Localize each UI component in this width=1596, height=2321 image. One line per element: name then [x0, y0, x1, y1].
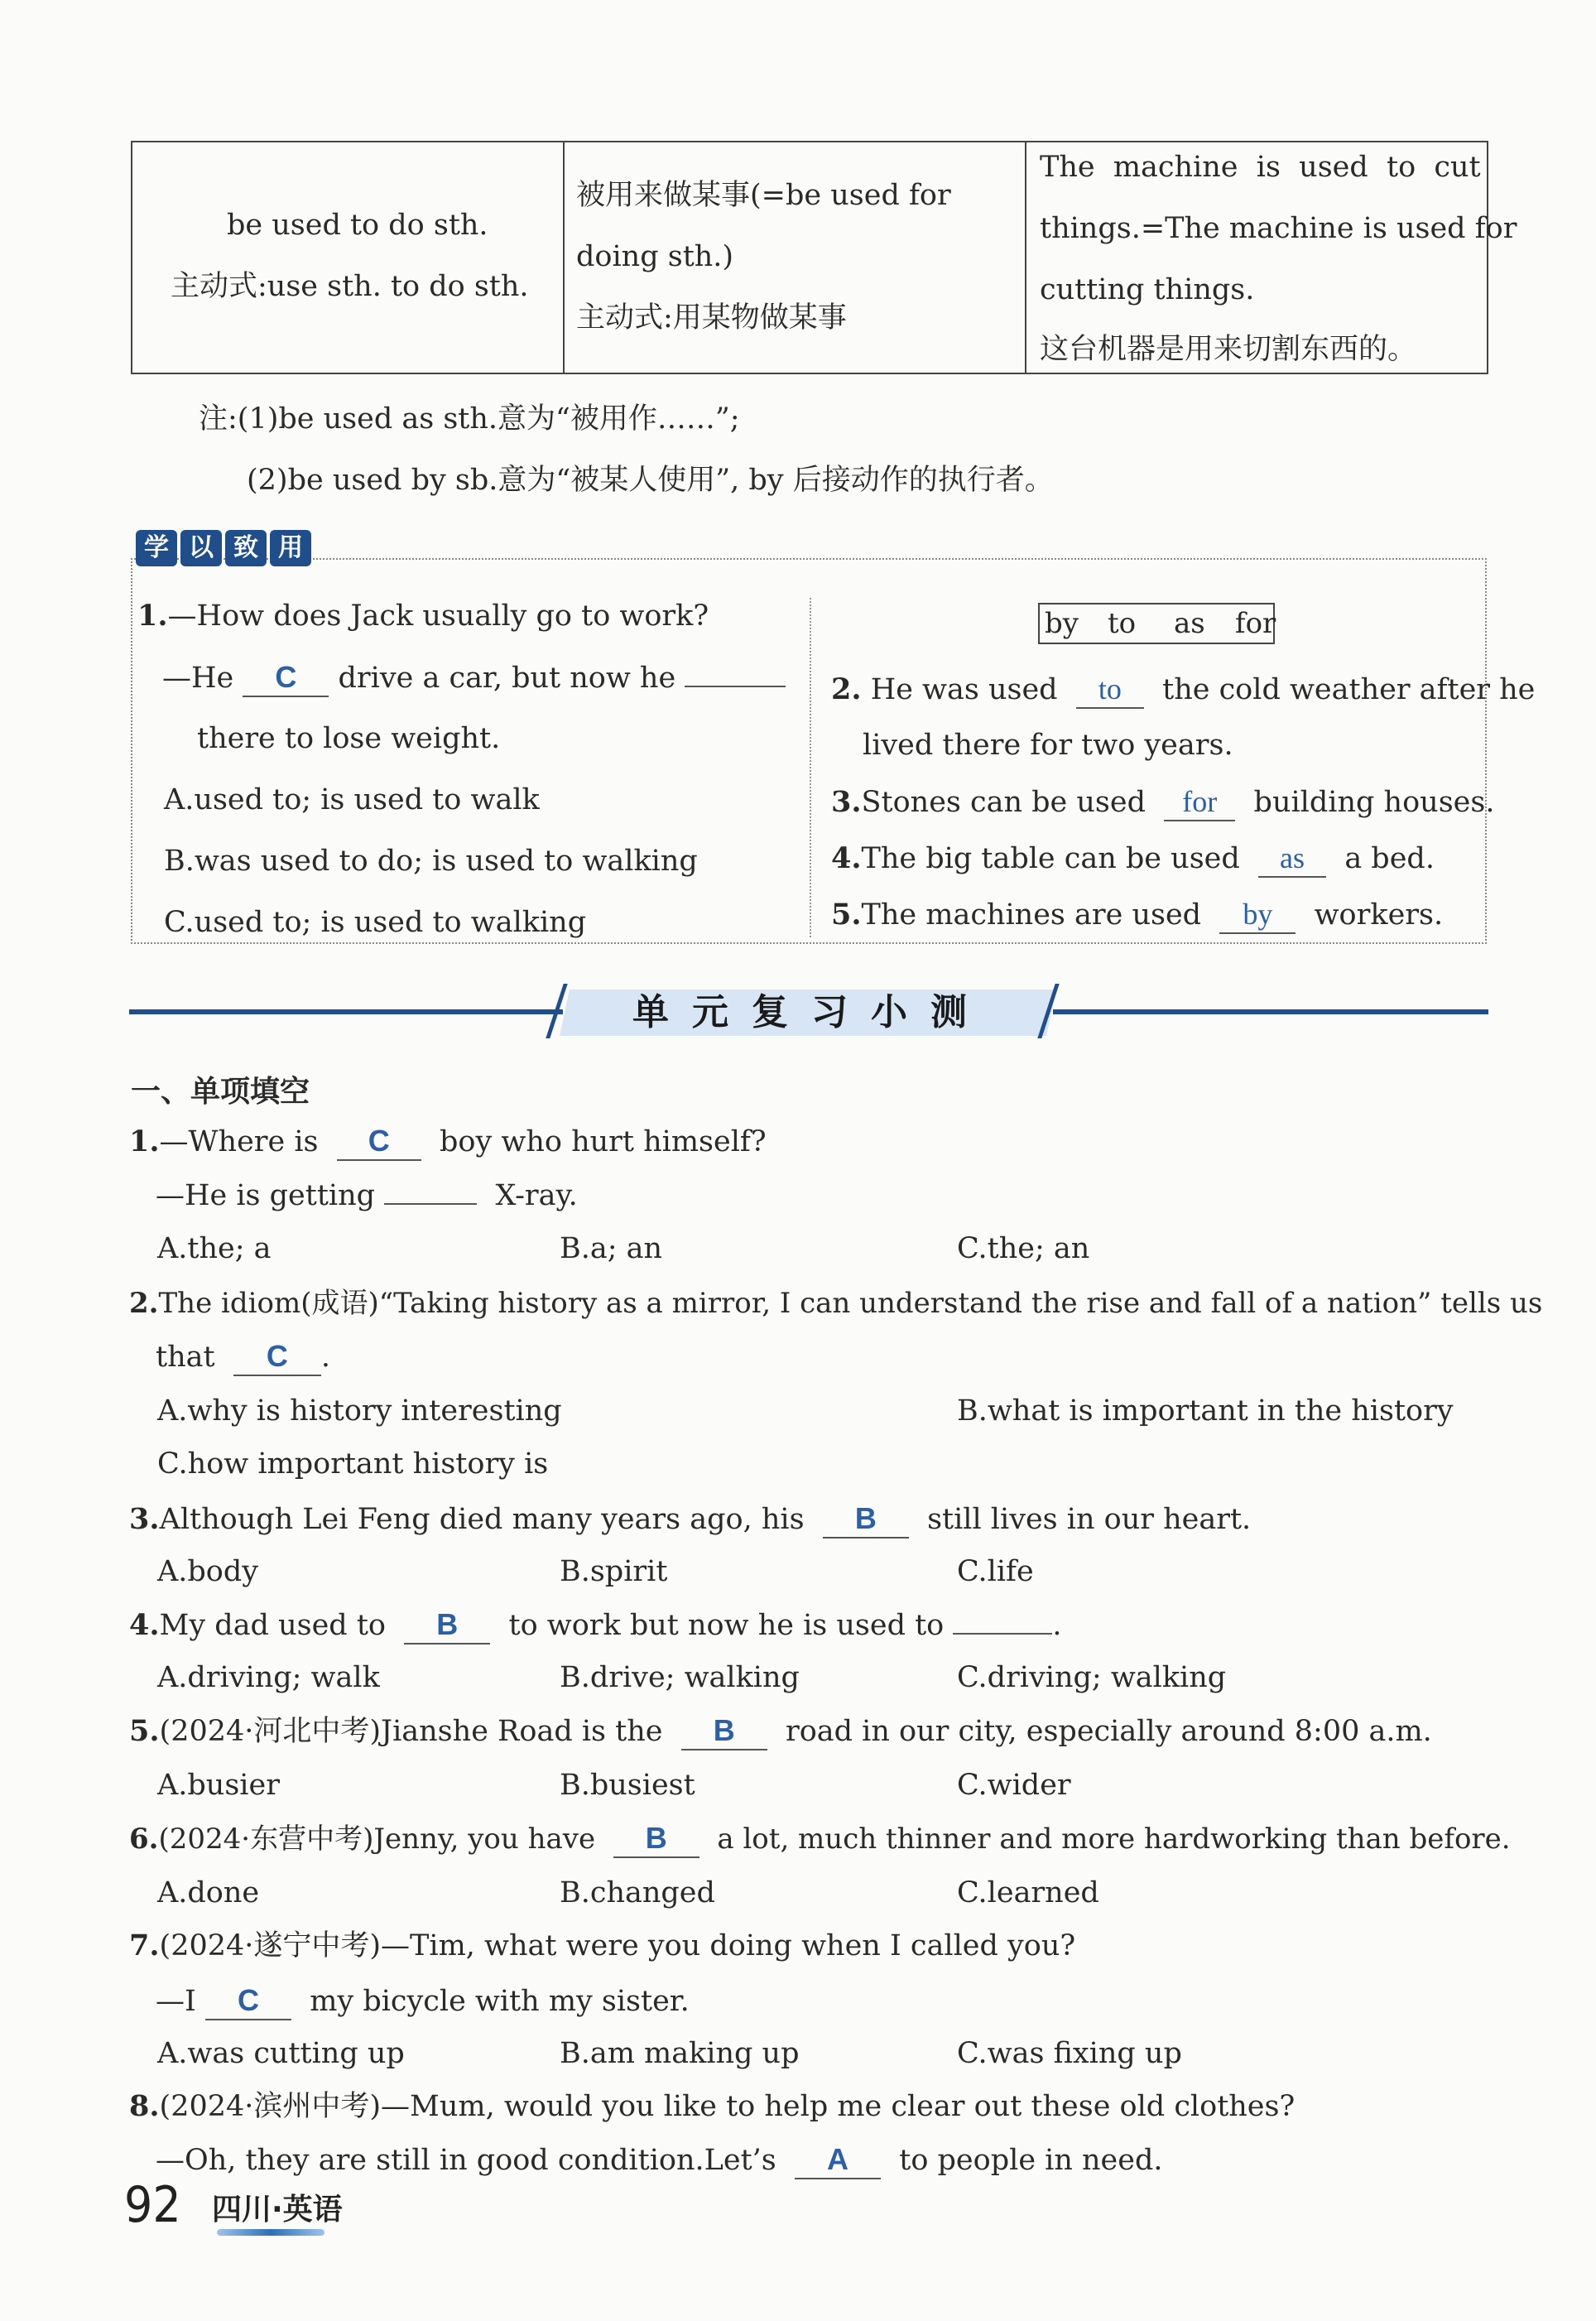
question-6: 6.(2024·东营中考)Jenny, you have B a lot, much thinner and more hardworking than before. — [129, 1820, 1511, 1858]
empty-blank[interactable] — [953, 1610, 1052, 1635]
practice-q2-line2: lived there for two years. — [863, 729, 1233, 762]
practice-q1-line1: 1.—How does Jack usually go to work? — [137, 599, 709, 633]
table-col3-line3: cutting things. — [1040, 273, 1255, 306]
question-number: 2. — [831, 672, 862, 706]
question-number: 5. — [129, 1714, 160, 1748]
practice-q4: 4.The big table can be used as a bed. — [831, 840, 1435, 878]
section-title: 单元复习小测 — [632, 991, 990, 1033]
question-6-option-c: C.learned — [957, 1876, 1099, 1909]
sub-heading: 一、单项填空 — [131, 1075, 310, 1109]
question-7: 7.(2024·遂宁中考)—Tim, what were you doing when I called you? — [129, 1929, 1076, 1962]
question-1-line2: —He is getting X-ray. — [156, 1179, 578, 1212]
badge-char: 致 — [225, 530, 267, 566]
question-number: 3. — [129, 1502, 160, 1536]
table-col2-line2: doing sth.) — [576, 240, 734, 273]
question-1-option-c: C.the; an — [957, 1232, 1090, 1265]
practice-q1-option-b: B.was used to do; is used to walking — [164, 845, 698, 878]
answer-blank[interactable]: B — [404, 1606, 490, 1644]
question-3-option-c: C.life — [957, 1555, 1034, 1588]
word-option: for — [1235, 607, 1276, 640]
question-number: 6. — [129, 1823, 159, 1856]
practice-q1-line2: —He C drive a car, but now he — [162, 659, 786, 697]
table-divider — [1025, 142, 1026, 373]
badge-char: 以 — [180, 530, 222, 566]
answer-blank[interactable]: C — [205, 1982, 291, 2020]
heading-rule-right — [1053, 1009, 1488, 1014]
question-number: 1. — [137, 599, 168, 633]
question-1-option-a: A.the; a — [157, 1232, 272, 1265]
badge-char: 用 — [270, 530, 311, 566]
word-option: to — [1108, 607, 1137, 640]
question-number: 5. — [831, 898, 862, 932]
question-8-line2: —Oh, they are still in good condition.Let’s A to people in need. — [156, 2141, 1163, 2179]
question-7-option-c: C.was fixing up — [957, 2037, 1182, 2070]
answer-blank[interactable]: C — [243, 659, 329, 697]
question-3: 3.Although Lei Feng died many years ago, his B still lives in our heart. — [129, 1500, 1251, 1539]
question-number: 4. — [129, 1608, 160, 1642]
answer-blank[interactable]: B — [681, 1712, 767, 1750]
question-2-option-c: C.how important history is — [157, 1447, 549, 1481]
table-col1-line2: 主动式:use sth. to do sth. — [171, 270, 529, 303]
question-5-option-a: A.busier — [157, 1769, 280, 1802]
question-6-option-a: A.done — [157, 1876, 260, 1909]
answer-blank[interactable]: for — [1164, 783, 1235, 821]
table-col3-line2: things.=The machine is used for — [1040, 212, 1517, 245]
question-4-option-c: C.driving; walking — [957, 1661, 1227, 1694]
practice-q3: 3.Stones can be used for building houses. — [831, 783, 1494, 821]
heading-rule-left — [129, 1009, 563, 1014]
question-6-option-b: B.changed — [560, 1876, 715, 1909]
practice-divider — [810, 598, 811, 937]
table-divider — [563, 142, 565, 373]
answer-blank[interactable]: B — [823, 1500, 909, 1539]
question-number: 8. — [129, 2089, 160, 2123]
question-number: 4. — [831, 841, 862, 875]
table-col1-line1: be used to do sth. — [227, 209, 488, 242]
question-5-option-c: C.wider — [957, 1769, 1071, 1802]
answer-blank[interactable]: C — [233, 1338, 321, 1376]
question-number: 3. — [831, 785, 862, 819]
question-2-option-a: A.why is history interesting — [157, 1394, 562, 1428]
empty-blank[interactable] — [384, 1180, 477, 1205]
question-7-option-a: A.was cutting up — [157, 2037, 405, 2070]
question-8: 8.(2024·滨州中考)—Mum, would you like to help me clear out these old clothes? — [129, 2089, 1296, 2123]
question-3-option-a: A.body — [157, 1555, 259, 1588]
practice-q1-option-a: A.used to; is used to walk — [164, 783, 540, 816]
page-number: 92 — [124, 2176, 181, 2234]
table-col3-line4: 这台机器是用来切割东西的。 — [1040, 333, 1417, 366]
answer-blank[interactable]: A — [795, 2141, 881, 2179]
footer-label: 四川·英语 — [212, 2193, 343, 2227]
question-4: 4.My dad used to B to work but now he is used to . — [129, 1606, 1062, 1644]
word-box — [1038, 603, 1275, 644]
word-option: as — [1174, 607, 1205, 640]
question-3-option-b: B.spirit — [560, 1555, 668, 1588]
question-4-option-b: B.drive; walking — [560, 1661, 800, 1694]
table-col3-line1: The machine is used to cut — [1040, 151, 1481, 184]
question-2-line2: that C . — [156, 1338, 330, 1376]
table-col2-line3: 主动式:用某物做某事 — [576, 301, 847, 335]
question-2-option-b: B.what is important in the history — [957, 1394, 1454, 1428]
empty-blank[interactable] — [685, 662, 786, 687]
question-4-option-a: A.driving; walk — [157, 1661, 380, 1694]
question-number: 1. — [129, 1124, 160, 1158]
note-line2: (2)be used by sb.意为“被某人使用”, by 后接动作的执行者。 — [247, 464, 1054, 497]
table-col2-line1: 被用来做某事(=be used for — [576, 179, 951, 212]
question-5-option-b: B.busiest — [560, 1769, 695, 1802]
question-1: 1.—Where is C boy who hurt himself? — [129, 1123, 767, 1161]
practice-q1-line3: there to lose weight. — [197, 722, 501, 755]
question-7-option-b: B.am making up — [560, 2037, 800, 2070]
question-1-option-b: B.a; an — [560, 1232, 663, 1265]
practice-q5: 5.The machines are used by workers. — [831, 896, 1443, 934]
badge-char: 学 — [136, 530, 177, 566]
question-number: 7. — [129, 1929, 160, 1962]
note-line1: 注:(1)be used as sth.意为“被用作……”; — [199, 402, 740, 436]
question-2: 2.The idiom(成语)“Taking history as a mirror, I can understand the rise and fall of a nation” tells us — [129, 1287, 1543, 1320]
practice-q2-line1: 2. He was used to the cold weather after he — [831, 671, 1535, 709]
footer-accent-bar — [217, 2229, 324, 2236]
answer-blank[interactable]: by — [1219, 896, 1296, 934]
answer-blank[interactable]: to — [1076, 671, 1144, 709]
answer-blank[interactable]: C — [337, 1123, 421, 1161]
practice-q1-option-c: C.used to; is used to walking — [164, 906, 587, 939]
question-7-line2: —I C my bicycle with my sister. — [156, 1982, 690, 2020]
question-number: 2. — [129, 1287, 159, 1320]
answer-blank[interactable]: as — [1258, 840, 1326, 878]
answer-blank[interactable]: B — [613, 1820, 699, 1858]
question-5: 5.(2024·河北中考)Jianshe Road is the B road in our city, especially around 8:00 a.m. — [129, 1712, 1432, 1750]
word-option: by — [1045, 607, 1079, 640]
